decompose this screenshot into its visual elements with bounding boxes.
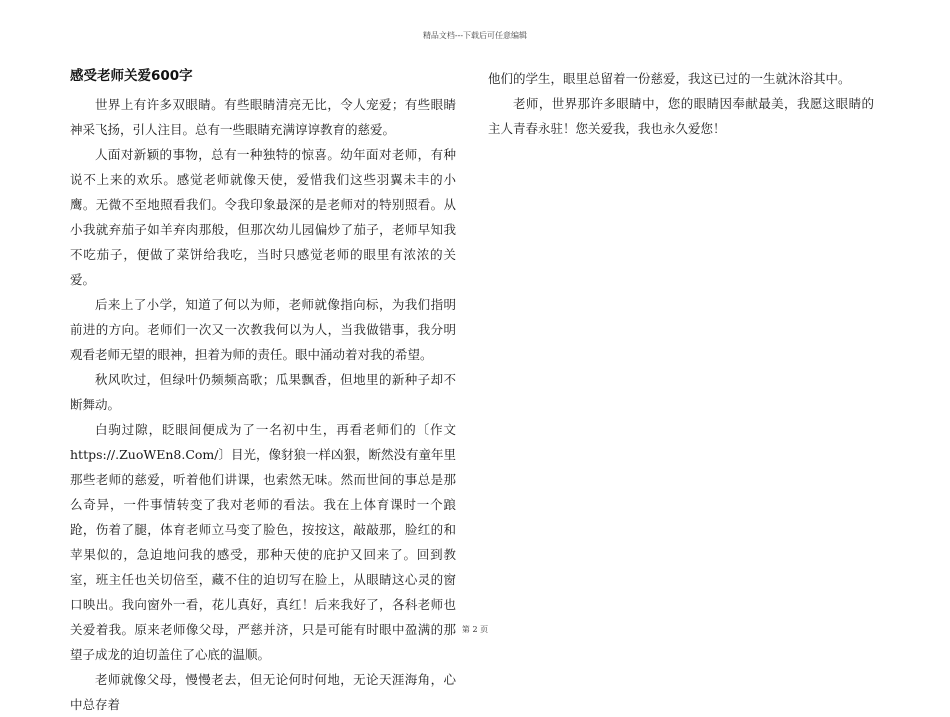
article-title: 感受老师关爱600字 <box>70 68 193 84</box>
paragraph: 人面对新颖的事物，总有一种独特的惊喜。幼年面对老师，有种说不上来的欢乐。感觉老师就像天使，爱惜我们这些羽翼未丰的小鹰。无微不至地照看我们。令我印象最深的是老师对的特别照看。从小我就弃茄子如羊弃肉那般，但那次幼儿园偏炒了茄子，老师早知我不吃茄子，便做了菜饼给我吃，当时只感觉老师的眼里有浓浓的关爱。 <box>70 147 456 287</box>
paragraph: 老师就像父母，慢慢老去，但无论何时何地，无论天涯海角，心中总存着 <box>70 672 456 712</box>
paragraph: 后来上了小学，知道了何以为师，老师就像指向标，为我们指明前进的方向。老师们一次又一次教我何以为人，当我做错事，我分明观看老师无望的眼神，担着为师的责任。眼中涌动着对我的希望。 <box>70 297 456 362</box>
left-column <box>70 66 456 717</box>
paragraph-continued: 他们的学生，眼里总留着一份慈爱，我这已过的一生就沐浴其中。 <box>488 71 851 86</box>
page-number: 第 2 页 <box>461 625 489 634</box>
paragraph: 秋风吹过，但绿叶仍频频高歌；瓜果飘香，但地里的新种子却不断舞动。 <box>70 372 456 412</box>
paragraph: 老师，世界那许多眼睛中，您的眼睛因奉献最美，我愿这眼睛的主人青春永驻！您关爱我，我也永久爱您！ <box>488 96 874 136</box>
page-header: 精品文档---下载后可任意编辑 <box>422 31 528 40</box>
paragraph: 世界上有许多双眼睛。有些眼睛清亮无比，令人宠爱；有些眼睛神采飞扬，引人注目。总有一些眼睛充满谆谆教育的慈爱。 <box>70 97 456 137</box>
paragraph: 白驹过隙，眨眼间便成为了一名初中生，再看老师们的〔作文https://.ZuoWEn8.Com/〕目光，像豺狼一样凶狠，断然没有童年里那些老师的慈爱，听着他们讲课，也索然无味。然而世间的事总是那么奇异，一件事情转变了我对老师的看法。我在上体育课时一个踉跄，伤着了腿，体育老师立马变了脸色，按按这，敲敲那，脸红的和苹果似的，急迫地问我的感受，那种天使的庇护又回来了。回到教室，班主任也关切倍至，藏不住的迫切写在脸上，从眼睛这心灵的窗口映出。我向窗外一看，花儿真好，真红！后来我好了，各科老师也关爱着我。原来老师像父母，严慈并济，只是可能有时眼中盈满的那望子成龙的迫切盖住了心底的温顺。 <box>70 422 456 662</box>
right-column <box>488 66 874 141</box>
